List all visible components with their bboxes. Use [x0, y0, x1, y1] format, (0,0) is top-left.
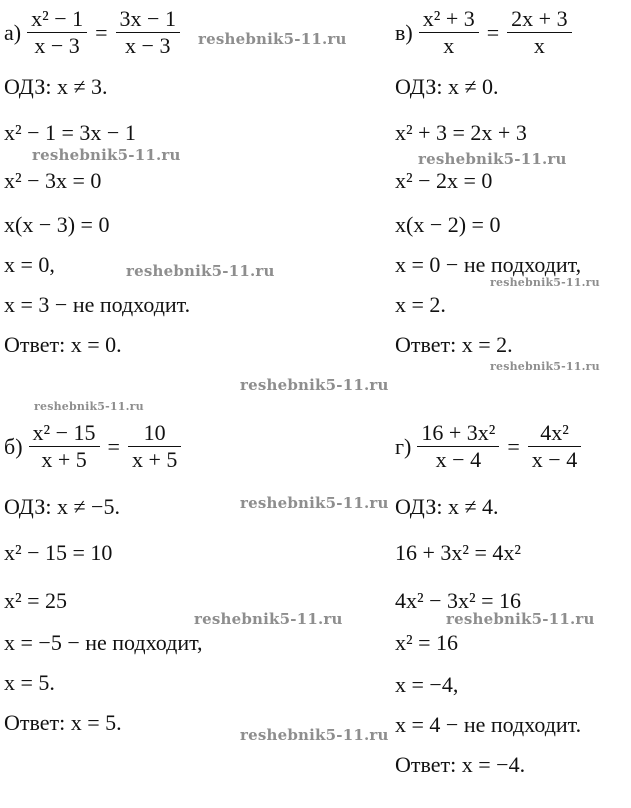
- problem-g-line: 4x² − 3x² = 16: [395, 588, 522, 613]
- problem-v-line: x² + 3 = 2x + 3: [395, 120, 527, 145]
- problem-g-equation: [395, 420, 585, 473]
- problem-v-line: x = 2.: [395, 292, 446, 317]
- watermark: reshebnik5-11.ru: [490, 360, 600, 373]
- problem-g-line: x = −4,: [395, 672, 459, 697]
- problem-b-line: x² = 25: [4, 588, 68, 613]
- problem-a-line: x² − 1 = 3x − 1: [4, 120, 136, 145]
- watermark: reshebnik5-11.ru: [240, 726, 389, 744]
- problem-a-answer: Ответ: x = 0.: [4, 332, 122, 357]
- problem-g-lhs-numerator: 16 + 3x²: [421, 420, 496, 445]
- problem-v-line: x = 0 − не подходит,: [395, 252, 582, 277]
- problem-b-line: x = 5.: [4, 670, 55, 695]
- problem-a-line: x = 0,: [4, 252, 55, 277]
- problem-b-rhs-denominator: x + 5: [131, 447, 178, 472]
- problem-a-rhs-fraction: [116, 6, 180, 59]
- problem-b-rhs-fraction: [128, 420, 181, 473]
- problem-b-lhs-numerator: x² − 15: [32, 420, 96, 445]
- problem-b-answer: Ответ: x = 5.: [4, 710, 122, 735]
- problem-a-line: x² − 3x = 0: [4, 168, 102, 193]
- equals-sign: =: [507, 433, 520, 459]
- problem-a-line: x = 3 − не подходит.: [4, 292, 191, 317]
- watermark: reshebnik5-11.ru: [418, 150, 567, 168]
- watermark: reshebnik5-11.ru: [240, 494, 389, 512]
- problem-a-lhs-numerator: x² − 1: [31, 6, 84, 31]
- problem-g-lhs-fraction: [417, 420, 499, 473]
- problem-a-rhs-denominator: x − 3: [125, 33, 171, 58]
- problem-b-equation: [4, 420, 185, 473]
- equals-sign: =: [486, 19, 500, 45]
- problem-v-rhs-denominator: x: [533, 33, 545, 58]
- equals-sign: =: [95, 19, 108, 45]
- problem-v-label: в): [395, 19, 413, 45]
- problem-a-rhs-numerator: 3x − 1: [119, 6, 176, 31]
- problem-v-lhs-numerator: x² + 3: [422, 6, 475, 31]
- problem-v-line: ОДЗ: x ≠ 0.: [395, 74, 499, 99]
- problem-b-rhs-numerator: 10: [143, 420, 166, 445]
- watermark: reshebnik5-11.ru: [34, 400, 144, 413]
- problem-g-line: x = 4 − не подходит.: [395, 712, 582, 737]
- watermark: reshebnik5-11.ru: [240, 376, 389, 394]
- problem-g-rhs-numerator: 4x²: [540, 420, 569, 445]
- problem-a-lhs-denominator: x − 3: [34, 33, 80, 58]
- problem-a-line: x(x − 3) = 0: [4, 212, 110, 237]
- problem-a-line: ОДЗ: x ≠ 3.: [4, 74, 108, 99]
- problem-v-line: x(x − 2) = 0: [395, 212, 501, 237]
- problem-b-lhs-denominator: x + 5: [41, 447, 87, 472]
- problem-v-equation: [395, 6, 576, 59]
- problem-b-line: x² − 15 = 10: [4, 540, 113, 565]
- watermark: reshebnik5-11.ru: [194, 610, 343, 628]
- problem-a-equation: [4, 6, 184, 59]
- problem-a-label: а): [4, 19, 22, 45]
- problem-v-line: x² − 2x = 0: [395, 168, 493, 193]
- problem-g-rhs-denominator: x − 4: [531, 447, 578, 472]
- equals-sign: =: [107, 433, 120, 459]
- problem-g-lhs-denominator: x − 4: [435, 447, 482, 472]
- problem-g-line: 16 + 3x² = 4x²: [395, 540, 522, 565]
- problem-g-line: x² = 16: [395, 630, 459, 655]
- problem-v-answer: Ответ: x = 2.: [395, 332, 513, 357]
- problem-v-lhs-fraction: [419, 6, 479, 59]
- problem-b-line: ОДЗ: x ≠ −5.: [4, 494, 120, 519]
- problem-v-lhs-denominator: x: [443, 33, 455, 58]
- problem-g-label: г): [395, 433, 412, 459]
- problem-b-line: x = −5 − не подходит,: [4, 630, 203, 655]
- watermark: reshebnik5-11.ru: [446, 610, 595, 628]
- problem-b-lhs-fraction: [29, 420, 100, 473]
- problem-v-rhs-fraction: [507, 6, 571, 59]
- problem-g-answer: Ответ: x = −4.: [395, 752, 526, 777]
- problem-b-label: б): [4, 433, 23, 459]
- problem-a-lhs-fraction: [27, 6, 87, 59]
- problem-v-rhs-numerator: 2x + 3: [511, 6, 568, 31]
- watermark: reshebnik5-11.ru: [490, 276, 600, 289]
- watermark: reshebnik5-11.ru: [198, 30, 347, 48]
- problem-g-line: ОДЗ: x ≠ 4.: [395, 494, 499, 519]
- watermark: reshebnik5-11.ru: [126, 262, 275, 280]
- problem-g-rhs-fraction: [528, 420, 581, 473]
- watermark: reshebnik5-11.ru: [32, 146, 181, 164]
